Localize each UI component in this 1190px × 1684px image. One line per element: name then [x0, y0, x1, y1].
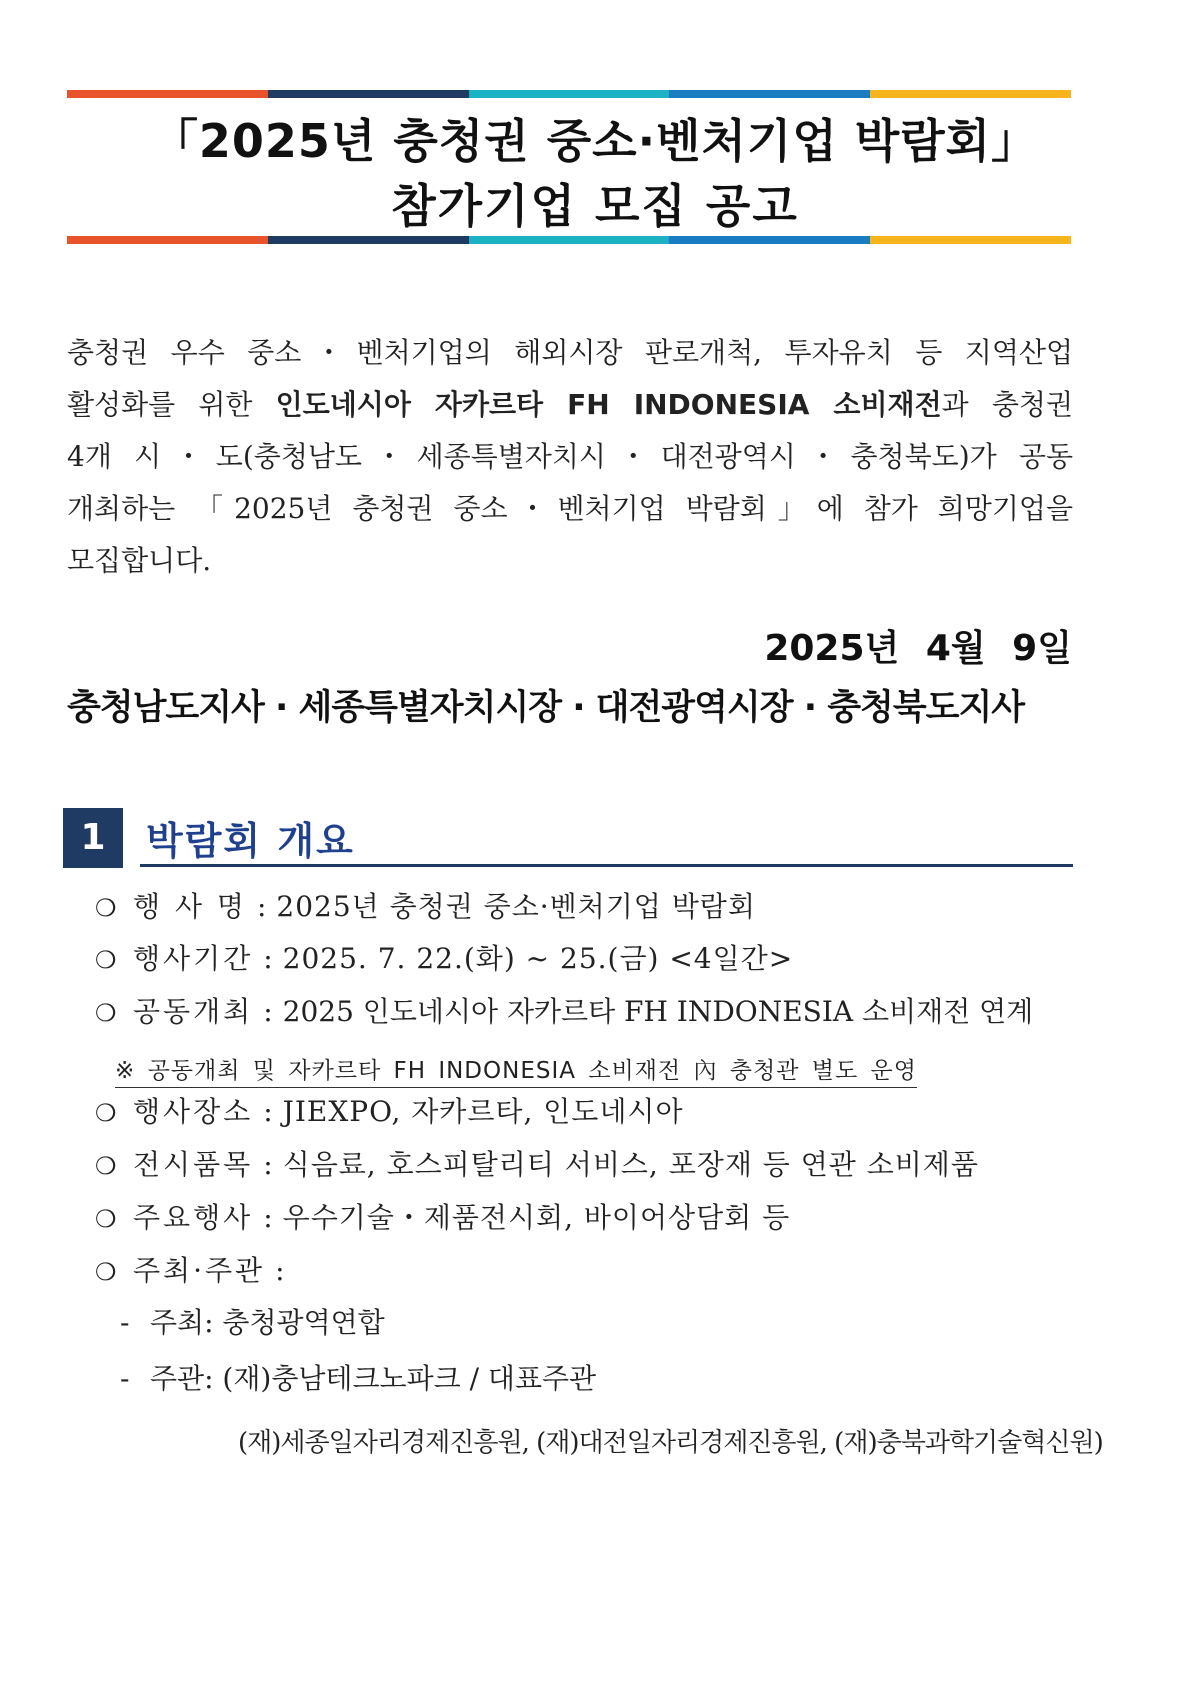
issuing-authorities: 충청남도지사 · 세종특별자치시장 · 대전광역시장 · 충청북도지사: [67, 688, 1025, 728]
circle-bullet-icon: ❍: [95, 1258, 117, 1286]
bar-segment-navy: [268, 236, 469, 244]
overview-item: [95, 885, 756, 925]
bar-segment-yellow: [870, 236, 1071, 244]
bar-segment-teal: [469, 90, 670, 98]
item-label: 주요행사: [133, 1201, 254, 1234]
intro-paragraph: [67, 327, 1073, 587]
item-label: 행 사 명: [133, 890, 247, 923]
item-value: 2025년 충청권 중소·벤처기업 박람회: [276, 890, 756, 923]
section-title: 박람회 개요: [146, 819, 355, 863]
item-value: 2025. 7. 22.(화) ~ 25.(금) <4일간>: [282, 942, 794, 975]
organizer-sub-item: [120, 1357, 596, 1397]
intro-text: 과 충청권: [941, 388, 1074, 421]
bar-segment-orange: [67, 236, 268, 244]
item-separator: :: [275, 1254, 285, 1287]
bar-segment-blue: [669, 236, 870, 244]
item-label: 행사기간: [133, 942, 254, 975]
co-hosting-note: ※ 공동개최 및 자카르타 FH INDONESIA 소비재전 內 충청관 별도 운영: [115, 1052, 917, 1088]
dash-marker: -: [120, 1306, 130, 1339]
page-title-line2: 참가기업 모집 공고: [391, 179, 799, 233]
item-value: 우수기술・제품전시회, 바이어상담회 등: [282, 1201, 791, 1234]
item-separator: :: [263, 942, 273, 975]
bar-segment-navy: [268, 90, 469, 98]
overview-item: [95, 1143, 979, 1183]
bar-segment-orange: [67, 90, 268, 98]
circle-bullet-icon: ❍: [95, 894, 117, 922]
intro-bold-text: 인도네시아 자카르타 FH INDONESIA 소비재전: [275, 388, 942, 421]
title-bottom-color-bar: [67, 236, 1071, 244]
intro-line: 개최하는 「2025년 충청권 중소・벤처기업 박람회」에 참가 희망기업을: [67, 492, 1073, 525]
sub-item-text: 주관: (재)충남테크노파크 / 대표주관: [150, 1362, 597, 1395]
item-label: 전시품목: [133, 1148, 254, 1181]
item-value: 2025 인도네시아 자카르타 FH INDONESIA 소비재전 연계: [282, 995, 1034, 1028]
item-separator: :: [263, 1201, 273, 1234]
intro-line: 4개 시・도(충청남도・세종특별자치시・대전광역시・충청북도)가 공동: [67, 440, 1073, 473]
bar-segment-teal: [469, 236, 670, 244]
dash-marker: -: [120, 1362, 130, 1395]
intro-line: 모집합니다.: [67, 544, 212, 577]
circle-bullet-icon: ❍: [95, 1099, 117, 1127]
item-separator: :: [263, 995, 273, 1028]
intro-line: 충청권 우수 중소・벤처기업의 해외시장 판로개척, 투자유치 등 지역산업: [67, 336, 1073, 369]
host-sub-item: [120, 1301, 385, 1341]
item-label: 공동개최: [133, 995, 254, 1028]
intro-line: [67, 379, 1073, 431]
section-underline: [140, 864, 1073, 867]
page-title-line1: 「2025년 충청권 중소·벤처기업 박람회」: [151, 114, 1039, 168]
item-separator: :: [263, 1095, 273, 1128]
circle-bullet-icon: ❍: [95, 999, 117, 1027]
item-label: 주최·주관: [133, 1254, 266, 1287]
item-separator: :: [256, 890, 267, 923]
organizer-continuation: (재)세종일자리경제진흥원, (재)대전일자리경제진흥원, (재)충북과학기술혁신원): [238, 1428, 1103, 1458]
item-separator: :: [263, 1148, 273, 1181]
overview-item: [95, 990, 1033, 1030]
bar-segment-yellow: [870, 90, 1071, 98]
title-top-color-bar: [67, 90, 1071, 98]
intro-text: 활성화를 위한: [67, 388, 276, 421]
sub-item-text: 주최: 충청광역연합: [150, 1306, 385, 1339]
overview-item: [95, 1090, 684, 1130]
item-value: JIEXPO, 자카르타, 인도네시아: [282, 1095, 684, 1128]
overview-item: [95, 1196, 790, 1236]
item-value: 식음료, 호스피탈리티 서비스, 포장재 등 연관 소비제품: [282, 1148, 979, 1181]
item-label: 행사장소: [133, 1095, 254, 1128]
bar-segment-blue: [669, 90, 870, 98]
section-number-badge: 1: [63, 808, 123, 868]
circle-bullet-icon: ❍: [95, 946, 117, 974]
circle-bullet-icon: ❍: [95, 1152, 117, 1180]
overview-item: [95, 937, 793, 977]
overview-item: [95, 1249, 295, 1289]
circle-bullet-icon: ❍: [95, 1205, 117, 1233]
announcement-date: 2025년 4월 9일: [764, 628, 1072, 669]
